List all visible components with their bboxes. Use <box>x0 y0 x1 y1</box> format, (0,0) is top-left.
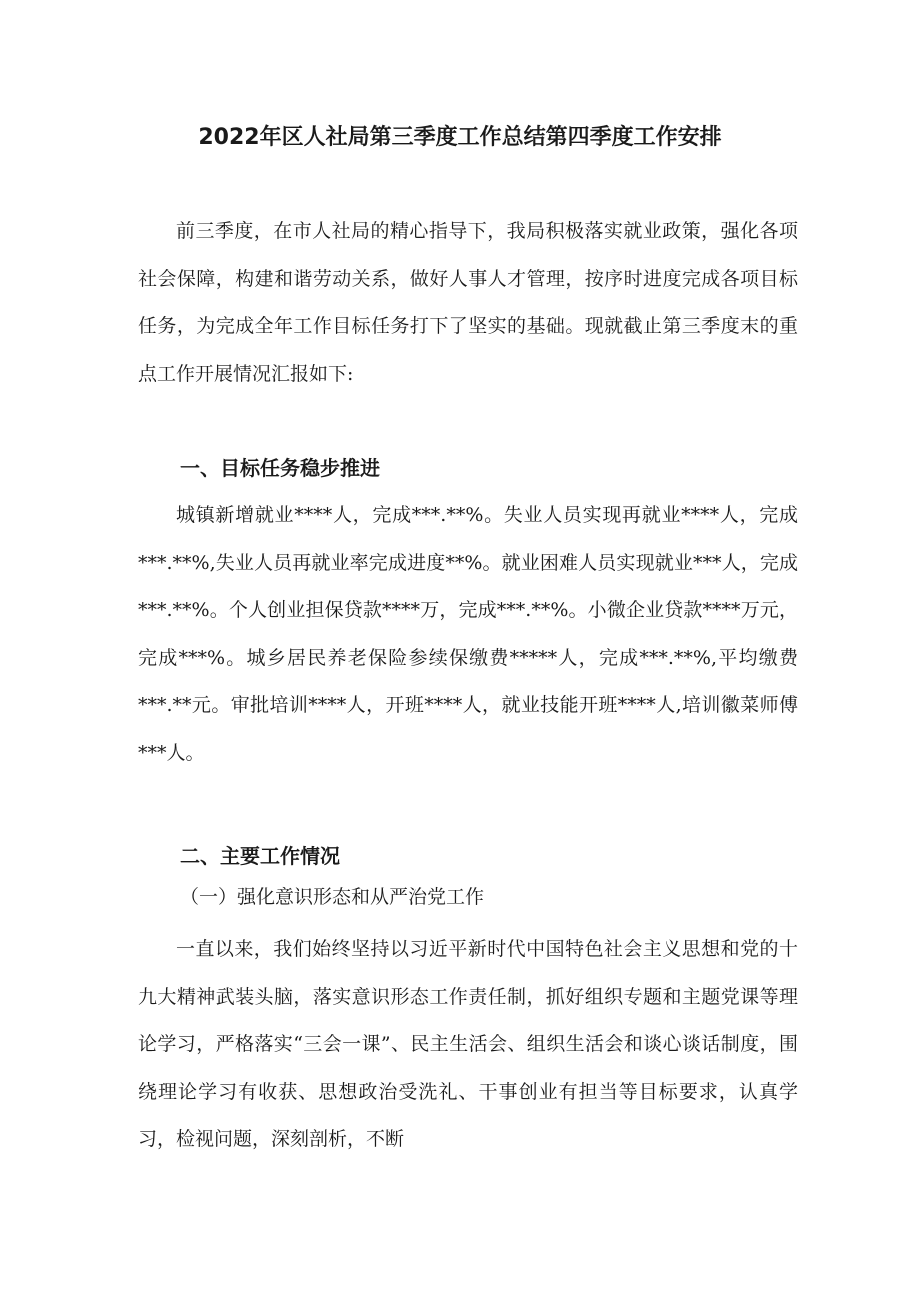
section-2-subheading: （一）强化意识形态和从严治党工作 <box>180 886 485 908</box>
section-1-heading: 一、目标任务稳步推进 <box>180 456 380 480</box>
document-title: 2022年区人社局第三季度工作总结第四季度工作安排 <box>198 125 722 150</box>
section-2-paragraph: 一直以来，我们始终坚持以习近平新时代中国特色社会主义思想和党的十九大精神武装头脑，落实意识形态工作责任制，抓好组织专题和主题党课等理论学习，严格落实“三会一课”、民主生活会、组织生活会和谈心谈话制度，围绕理论学习有收获、思想政治受洗礼、干事创业有担当等目标要求，认真学习，检视问题，深刻剖析，不断 <box>138 938 798 1150</box>
section-1-paragraph: 城镇新增就业****人，完成***.**%。失业人员实现再就业****人，完成***.**%,失业人员再就业率完成进度**%。就业困难人员实现就业***人，完成***.**%。个人创业担保贷款****万，完成***.**%。小微企业贷款****万元，完成***%。城乡居民养老保险参续保缴费*****人，完成***.**%,平均缴费***.**元。审批培训****人，开班****人，就业技能开班****人,培训徽菜师傅***人。 <box>138 504 798 764</box>
section-2-heading: 二、主要工作情况 <box>180 844 340 868</box>
intro-paragraph: 前三季度，在市人社局的精心指导下，我局积极落实就业政策，强化各项社会保障，构建和谐劳动关系，做好人事人才管理，按序时进度完成各项目标任务，为完成全年工作目标任务打下了坚实的基础。现就截止第三季度末的重点工作开展情况汇报如下: <box>138 220 798 385</box>
